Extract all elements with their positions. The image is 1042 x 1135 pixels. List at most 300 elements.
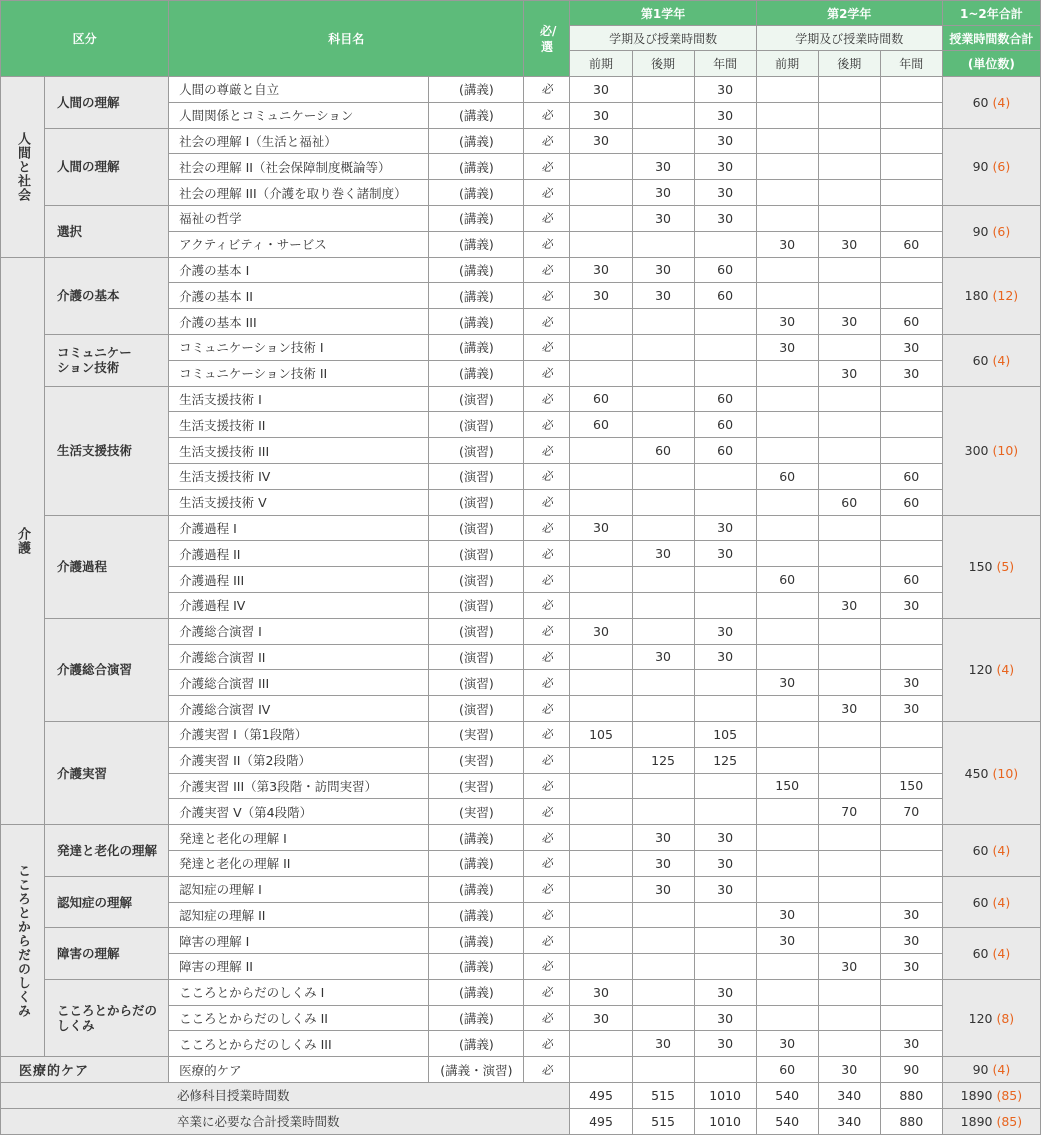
year1-hours-cell bbox=[570, 850, 632, 876]
footer-hours-cell: 880 bbox=[880, 1083, 942, 1109]
year2-hours-cell bbox=[756, 618, 818, 644]
year2-hours-cell: 30 bbox=[756, 670, 818, 696]
footer-hours-cell: 495 bbox=[570, 1108, 632, 1134]
year1-hours-cell bbox=[632, 360, 694, 386]
subject-cell: 人間の尊厳と自立 bbox=[169, 77, 429, 103]
year1-hours-cell: 60 bbox=[694, 386, 756, 412]
kind-cell: (講義) bbox=[429, 257, 524, 283]
footer-hours-cell: 515 bbox=[632, 1108, 694, 1134]
year2-hours-cell bbox=[880, 386, 942, 412]
year2-hours-cell bbox=[818, 876, 880, 902]
required-cell: 必 bbox=[524, 360, 570, 386]
total-units: (6) bbox=[992, 159, 1011, 175]
year1-header: 第1学年 bbox=[570, 1, 756, 26]
year1-hours-cell: 60 bbox=[694, 438, 756, 464]
year1-hours-cell: 30 bbox=[570, 1005, 632, 1031]
footer-hours-cell: 540 bbox=[756, 1083, 818, 1109]
table-row bbox=[1, 618, 1041, 644]
kind-cell: (講義) bbox=[429, 205, 524, 231]
subject-cell: 介護過程 II bbox=[169, 541, 429, 567]
kind-cell: (演習) bbox=[429, 618, 524, 644]
year1-hours-cell bbox=[570, 180, 632, 206]
year2-hours-cell bbox=[818, 928, 880, 954]
year2-hours-cell bbox=[880, 154, 942, 180]
year2-hours-cell: 60 bbox=[880, 489, 942, 515]
year1-hours-cell: 30 bbox=[570, 128, 632, 154]
y2-nenkan-header: 年間 bbox=[880, 51, 942, 77]
kind-cell: (実習) bbox=[429, 747, 524, 773]
year1-hours-cell bbox=[694, 463, 756, 489]
group-cell: 介護総合演習 bbox=[45, 618, 169, 721]
footer-hours-cell: 1010 bbox=[694, 1083, 756, 1109]
year1-hours-cell bbox=[694, 309, 756, 335]
kind-cell: (講義) bbox=[429, 876, 524, 902]
year2-hours-cell: 30 bbox=[880, 670, 942, 696]
year1-hours-cell bbox=[570, 309, 632, 335]
total-units: (4) bbox=[992, 94, 1011, 110]
year2-hours-cell bbox=[818, 825, 880, 851]
year2-hours-cell bbox=[880, 644, 942, 670]
year1-hours-cell bbox=[570, 154, 632, 180]
year1-hours-cell bbox=[570, 1031, 632, 1057]
group-cell: 生活支援技術 bbox=[45, 386, 169, 515]
total-units: (4) bbox=[992, 352, 1011, 368]
year1-hours-cell: 30 bbox=[632, 644, 694, 670]
year2-hours-cell bbox=[756, 954, 818, 980]
subject-cell: 障害の理解 I bbox=[169, 928, 429, 954]
footer-total-cell bbox=[942, 1108, 1040, 1134]
table-row bbox=[1, 825, 1041, 851]
total-cell bbox=[942, 515, 1040, 618]
required-cell: 必 bbox=[524, 696, 570, 722]
year1-hours-cell bbox=[694, 670, 756, 696]
kind-cell: (実習) bbox=[429, 773, 524, 799]
year1-hours-cell: 30 bbox=[694, 541, 756, 567]
year2-hours-cell bbox=[818, 334, 880, 360]
total-cell bbox=[942, 928, 1040, 980]
total-cell bbox=[942, 77, 1040, 129]
required-cell: 必 bbox=[524, 670, 570, 696]
year2-hours-cell: 30 bbox=[880, 696, 942, 722]
year2-hours-cell bbox=[880, 876, 942, 902]
subject-cell: 介護総合演習 III bbox=[169, 670, 429, 696]
year1-hours-cell: 105 bbox=[694, 721, 756, 747]
year1-hours-cell: 60 bbox=[570, 386, 632, 412]
kind-cell: (講義) bbox=[429, 954, 524, 980]
year2-hours-cell: 30 bbox=[818, 309, 880, 335]
footer-row bbox=[1, 1083, 1041, 1109]
year2-hours-cell bbox=[818, 154, 880, 180]
year1-hours-cell: 30 bbox=[694, 77, 756, 103]
year1-hours-cell: 30 bbox=[632, 876, 694, 902]
required-cell: 必 bbox=[524, 979, 570, 1005]
year1-hours-cell: 30 bbox=[694, 128, 756, 154]
footer-total-hours: 1890 bbox=[960, 1087, 993, 1103]
table-row bbox=[1, 128, 1041, 154]
year2-hours-cell bbox=[880, 747, 942, 773]
year1-hours-cell bbox=[632, 773, 694, 799]
total-cell bbox=[942, 205, 1040, 257]
year2-hours-cell bbox=[818, 773, 880, 799]
year1-hours-cell bbox=[632, 928, 694, 954]
footer-hours-cell: 515 bbox=[632, 1083, 694, 1109]
year1-hours-cell: 125 bbox=[694, 747, 756, 773]
year2-hours-cell bbox=[818, 412, 880, 438]
year2-hours-cell: 30 bbox=[880, 360, 942, 386]
year2-hours-cell bbox=[880, 438, 942, 464]
year2-hours-cell bbox=[756, 1005, 818, 1031]
table-row bbox=[1, 515, 1041, 541]
total-units: (4) bbox=[996, 662, 1015, 678]
year1-hours-cell bbox=[570, 489, 632, 515]
group-cell: 介護の基本 bbox=[45, 257, 169, 334]
category-cell: 人間と社会 bbox=[1, 77, 45, 258]
year1-hours-cell bbox=[632, 1005, 694, 1031]
required-cell: 必 bbox=[524, 1031, 570, 1057]
year1-hours-cell bbox=[694, 696, 756, 722]
year2-hours-cell bbox=[880, 257, 942, 283]
required-cell: 必 bbox=[524, 515, 570, 541]
required-cell: 必 bbox=[524, 618, 570, 644]
year2-hours-cell bbox=[756, 541, 818, 567]
year2-hours-cell bbox=[818, 644, 880, 670]
total-cell bbox=[942, 876, 1040, 928]
kind-cell: (講義) bbox=[429, 902, 524, 928]
required-cell: 必 bbox=[524, 876, 570, 902]
subject-cell: コミュニケーション技術 I bbox=[169, 334, 429, 360]
year1-hours-cell: 30 bbox=[694, 618, 756, 644]
table-row bbox=[1, 386, 1041, 412]
year1-hours-cell bbox=[632, 1057, 694, 1083]
subject-cell: こころとからだのしくみ III bbox=[169, 1031, 429, 1057]
year1-hours-cell: 105 bbox=[570, 721, 632, 747]
kind-cell: (演習) bbox=[429, 515, 524, 541]
total-cell bbox=[942, 721, 1040, 824]
year1-hours-cell bbox=[570, 567, 632, 593]
year1-hours-cell bbox=[632, 309, 694, 335]
total-units: (5) bbox=[996, 559, 1015, 575]
year2-hours-cell: 30 bbox=[818, 592, 880, 618]
kind-cell: (演習) bbox=[429, 696, 524, 722]
total-cell bbox=[942, 1057, 1040, 1083]
year1-hours-cell bbox=[570, 231, 632, 257]
kind-cell: (講義) bbox=[429, 334, 524, 360]
year1-hours-cell bbox=[570, 1057, 632, 1083]
year1-hours-cell bbox=[570, 696, 632, 722]
year1-hours-cell: 30 bbox=[632, 180, 694, 206]
year2-hours-cell bbox=[756, 592, 818, 618]
year1-hours-cell bbox=[632, 670, 694, 696]
required-cell: 必 bbox=[524, 463, 570, 489]
year1-hours-cell bbox=[694, 1057, 756, 1083]
year1-hours-cell: 30 bbox=[694, 102, 756, 128]
year2-hours-cell bbox=[818, 128, 880, 154]
year1-hours-cell bbox=[632, 128, 694, 154]
subject-cell: 介護総合演習 II bbox=[169, 644, 429, 670]
footer-total-units: (85) bbox=[996, 1087, 1023, 1103]
required-cell: 必 bbox=[524, 386, 570, 412]
required-cell: 必 bbox=[524, 334, 570, 360]
table-row bbox=[1, 334, 1041, 360]
category-cell: 介護 bbox=[1, 257, 45, 825]
year2-hours-cell bbox=[818, 102, 880, 128]
year1-hours-cell bbox=[632, 412, 694, 438]
total-hours: 60 bbox=[972, 842, 989, 858]
year2-hours-cell bbox=[880, 850, 942, 876]
year1-hours-cell: 30 bbox=[632, 850, 694, 876]
kind-cell: (演習) bbox=[429, 463, 524, 489]
year2-hours-cell: 60 bbox=[818, 489, 880, 515]
year1-hours-cell bbox=[570, 773, 632, 799]
year1-hours-cell: 125 bbox=[632, 747, 694, 773]
year1-hours-cell: 60 bbox=[694, 257, 756, 283]
footer-hours-cell: 495 bbox=[570, 1083, 632, 1109]
year2-hours-cell: 30 bbox=[818, 954, 880, 980]
subject-cell: 介護の基本 I bbox=[169, 257, 429, 283]
subject-cell: 認知症の理解 II bbox=[169, 902, 429, 928]
kind-cell: (講義) bbox=[429, 1005, 524, 1031]
year2-hours-cell: 30 bbox=[756, 1031, 818, 1057]
year2-hours-cell: 30 bbox=[756, 334, 818, 360]
y2-zenki-header: 前期 bbox=[756, 51, 818, 77]
year2-hours-cell bbox=[818, 567, 880, 593]
year1-hours-cell bbox=[632, 592, 694, 618]
subject-cell: 認知症の理解 I bbox=[169, 876, 429, 902]
kind-cell: (講義) bbox=[429, 128, 524, 154]
hissen-header: 必/選 bbox=[524, 1, 570, 77]
year1-hours-cell: 30 bbox=[570, 979, 632, 1005]
year2-hours-cell: 60 bbox=[756, 1057, 818, 1083]
year2-hours-cell bbox=[880, 128, 942, 154]
year2-hours-cell bbox=[756, 283, 818, 309]
year2-hours-cell: 150 bbox=[756, 773, 818, 799]
year1-hours-cell: 30 bbox=[570, 102, 632, 128]
year2-hours-cell: 30 bbox=[880, 334, 942, 360]
year1-hours-cell bbox=[632, 799, 694, 825]
year1-hours-cell: 30 bbox=[694, 180, 756, 206]
subject-cell: 生活支援技術 V bbox=[169, 489, 429, 515]
kind-cell: (演習) bbox=[429, 670, 524, 696]
year1-hours-cell bbox=[632, 979, 694, 1005]
year1-hours-cell: 60 bbox=[694, 283, 756, 309]
total-units: (6) bbox=[992, 223, 1011, 239]
total-header: 1~2年合計 bbox=[942, 1, 1040, 26]
year2-hours-cell bbox=[880, 721, 942, 747]
footer-hours-cell: 540 bbox=[756, 1108, 818, 1134]
year2-hours-cell bbox=[818, 438, 880, 464]
y1-kouki-header: 後期 bbox=[632, 51, 694, 77]
year1-hours-cell: 30 bbox=[570, 257, 632, 283]
total-units: (4) bbox=[992, 946, 1011, 962]
year1-hours-cell: 30 bbox=[694, 876, 756, 902]
year2-hours-cell bbox=[756, 154, 818, 180]
year2-hours-cell bbox=[880, 180, 942, 206]
year2-hours-cell bbox=[880, 618, 942, 644]
kind-cell: (演習) bbox=[429, 438, 524, 464]
total-hours: 60 bbox=[972, 94, 989, 110]
table-row bbox=[1, 257, 1041, 283]
year2-hours-cell bbox=[880, 77, 942, 103]
year2-hours-cell bbox=[756, 360, 818, 386]
year1-hours-cell: 60 bbox=[632, 438, 694, 464]
y1-zenki-header: 前期 bbox=[570, 51, 632, 77]
subject-cell: 介護の基本 II bbox=[169, 283, 429, 309]
year1-hours-cell bbox=[570, 876, 632, 902]
year1-hours-cell: 60 bbox=[570, 412, 632, 438]
year2-hours-cell bbox=[818, 283, 880, 309]
kind-cell: (講義) bbox=[429, 979, 524, 1005]
year2-hours-cell: 60 bbox=[880, 231, 942, 257]
year1-hours-cell bbox=[632, 954, 694, 980]
year1-hours-cell: 30 bbox=[632, 825, 694, 851]
total-hours: 450 bbox=[964, 765, 989, 781]
subject-cell: 社会の理解 II（社会保障制度概論等） bbox=[169, 154, 429, 180]
required-cell: 必 bbox=[524, 412, 570, 438]
required-cell: 必 bbox=[524, 154, 570, 180]
year1-hours-cell bbox=[694, 334, 756, 360]
subject-cell: 生活支援技術 II bbox=[169, 412, 429, 438]
required-cell: 必 bbox=[524, 644, 570, 670]
group-cell: 介護実習 bbox=[45, 721, 169, 824]
kind-cell: (演習) bbox=[429, 567, 524, 593]
year1-hours-cell bbox=[632, 463, 694, 489]
footer-total-units: (85) bbox=[996, 1113, 1023, 1129]
table-row bbox=[1, 928, 1041, 954]
year1-hours-cell: 30 bbox=[570, 77, 632, 103]
group-cell: コミュニケー ション技術 bbox=[45, 334, 169, 386]
required-cell: 必 bbox=[524, 541, 570, 567]
total-units: (4) bbox=[992, 842, 1011, 858]
y2-kouki-header: 後期 bbox=[818, 51, 880, 77]
kamoku-header: 科目名 bbox=[169, 1, 524, 77]
year1-hours-cell bbox=[570, 541, 632, 567]
total-hours: 180 bbox=[964, 288, 989, 304]
year2-hours-cell bbox=[756, 696, 818, 722]
subject-cell: 生活支援技術 III bbox=[169, 438, 429, 464]
year2-hours-cell bbox=[818, 670, 880, 696]
year2-hours-cell bbox=[756, 128, 818, 154]
year2-hours-cell bbox=[756, 876, 818, 902]
kind-cell: (演習) bbox=[429, 592, 524, 618]
required-cell: 必 bbox=[524, 283, 570, 309]
year2-hours-cell bbox=[756, 205, 818, 231]
required-cell: 必 bbox=[524, 850, 570, 876]
year2-hours-cell bbox=[756, 979, 818, 1005]
year2-hours-cell bbox=[818, 1005, 880, 1031]
subject-cell: 介護実習 III（第3段階・訪問実習） bbox=[169, 773, 429, 799]
year1-hours-cell: 30 bbox=[632, 1031, 694, 1057]
total-cell bbox=[942, 334, 1040, 386]
year1-hours-cell: 30 bbox=[570, 618, 632, 644]
total-hours: 90 bbox=[972, 223, 989, 239]
year2-hours-cell: 60 bbox=[880, 463, 942, 489]
table-row bbox=[1, 979, 1041, 1005]
year1-hours-cell bbox=[694, 567, 756, 593]
kind-cell: (講義) bbox=[429, 1031, 524, 1057]
year1-hours-cell bbox=[570, 334, 632, 360]
year1-hours-cell bbox=[632, 231, 694, 257]
year2-hours-cell bbox=[818, 257, 880, 283]
year2-hours-cell bbox=[818, 747, 880, 773]
year1-hours-cell: 30 bbox=[570, 283, 632, 309]
total-cell bbox=[942, 257, 1040, 334]
subject-cell: 社会の理解 III（介護を取り巻く諸制度） bbox=[169, 180, 429, 206]
year2-hours-cell: 30 bbox=[818, 360, 880, 386]
year1-hours-cell bbox=[632, 515, 694, 541]
year1-hours-cell bbox=[570, 747, 632, 773]
subject-cell: 介護過程 III bbox=[169, 567, 429, 593]
group-cell: 障害の理解 bbox=[45, 928, 169, 980]
year1-hours-cell: 30 bbox=[632, 283, 694, 309]
year1-hours-cell: 30 bbox=[694, 1031, 756, 1057]
total-units: (4) bbox=[992, 894, 1011, 910]
required-cell: 必 bbox=[524, 1057, 570, 1083]
year2-hours-cell bbox=[818, 463, 880, 489]
year1-hours-cell bbox=[632, 77, 694, 103]
subject-cell: こころとからだのしくみ I bbox=[169, 979, 429, 1005]
subject-cell: 生活支援技術 IV bbox=[169, 463, 429, 489]
year1-hours-cell: 30 bbox=[632, 257, 694, 283]
kind-cell: (講義) bbox=[429, 928, 524, 954]
subject-cell: 医療的ケア bbox=[169, 1057, 429, 1083]
footer-total-cell bbox=[942, 1083, 1040, 1109]
year2-hours-cell bbox=[756, 850, 818, 876]
year2-hours-cell bbox=[818, 515, 880, 541]
year1-hours-cell bbox=[570, 438, 632, 464]
subject-cell: 介護総合演習 I bbox=[169, 618, 429, 644]
required-cell: 必 bbox=[524, 309, 570, 335]
subject-cell: コミュニケーション技術 II bbox=[169, 360, 429, 386]
year2-hours-cell bbox=[756, 102, 818, 128]
year2-hours-cell bbox=[818, 205, 880, 231]
year2-hours-cell: 30 bbox=[880, 1031, 942, 1057]
year2-hours-cell bbox=[818, 77, 880, 103]
footer-label: 必修科目授業時間数 bbox=[1, 1083, 570, 1109]
kind-cell: (講義) bbox=[429, 77, 524, 103]
total-units: (10) bbox=[992, 765, 1019, 781]
year1-hours-cell bbox=[570, 799, 632, 825]
subject-cell: アクティビティ・サービス bbox=[169, 231, 429, 257]
year2-hours-cell: 70 bbox=[880, 799, 942, 825]
year1-hours-cell: 30 bbox=[570, 515, 632, 541]
year2-hours-cell bbox=[756, 644, 818, 670]
year2-hours-cell bbox=[880, 205, 942, 231]
year2-hours-cell bbox=[880, 102, 942, 128]
year2-hours-cell bbox=[818, 541, 880, 567]
footer-label: 卒業に必要な合計授業時間数 bbox=[1, 1108, 570, 1134]
total-cell bbox=[942, 979, 1040, 1056]
year1-hours-cell bbox=[570, 954, 632, 980]
year1-hours-cell: 30 bbox=[694, 644, 756, 670]
required-cell: 必 bbox=[524, 205, 570, 231]
total-hours: 90 bbox=[972, 159, 989, 175]
total-hours: 300 bbox=[964, 443, 989, 459]
total-units: (4) bbox=[992, 1062, 1011, 1078]
required-cell: 必 bbox=[524, 825, 570, 851]
year2-hours-cell: 90 bbox=[880, 1057, 942, 1083]
year2-hours-cell: 30 bbox=[756, 309, 818, 335]
year2-hours-cell bbox=[818, 721, 880, 747]
subject-cell: 介護過程 I bbox=[169, 515, 429, 541]
year2-hours-cell bbox=[880, 515, 942, 541]
year2-hours-cell bbox=[818, 618, 880, 644]
year2-hours-cell: 30 bbox=[756, 231, 818, 257]
year1-hours-cell: 30 bbox=[694, 205, 756, 231]
kind-cell: (講義) bbox=[429, 154, 524, 180]
year1-hours-cell bbox=[694, 928, 756, 954]
footer-hours-cell: 1010 bbox=[694, 1108, 756, 1134]
year2-hours-cell bbox=[756, 515, 818, 541]
